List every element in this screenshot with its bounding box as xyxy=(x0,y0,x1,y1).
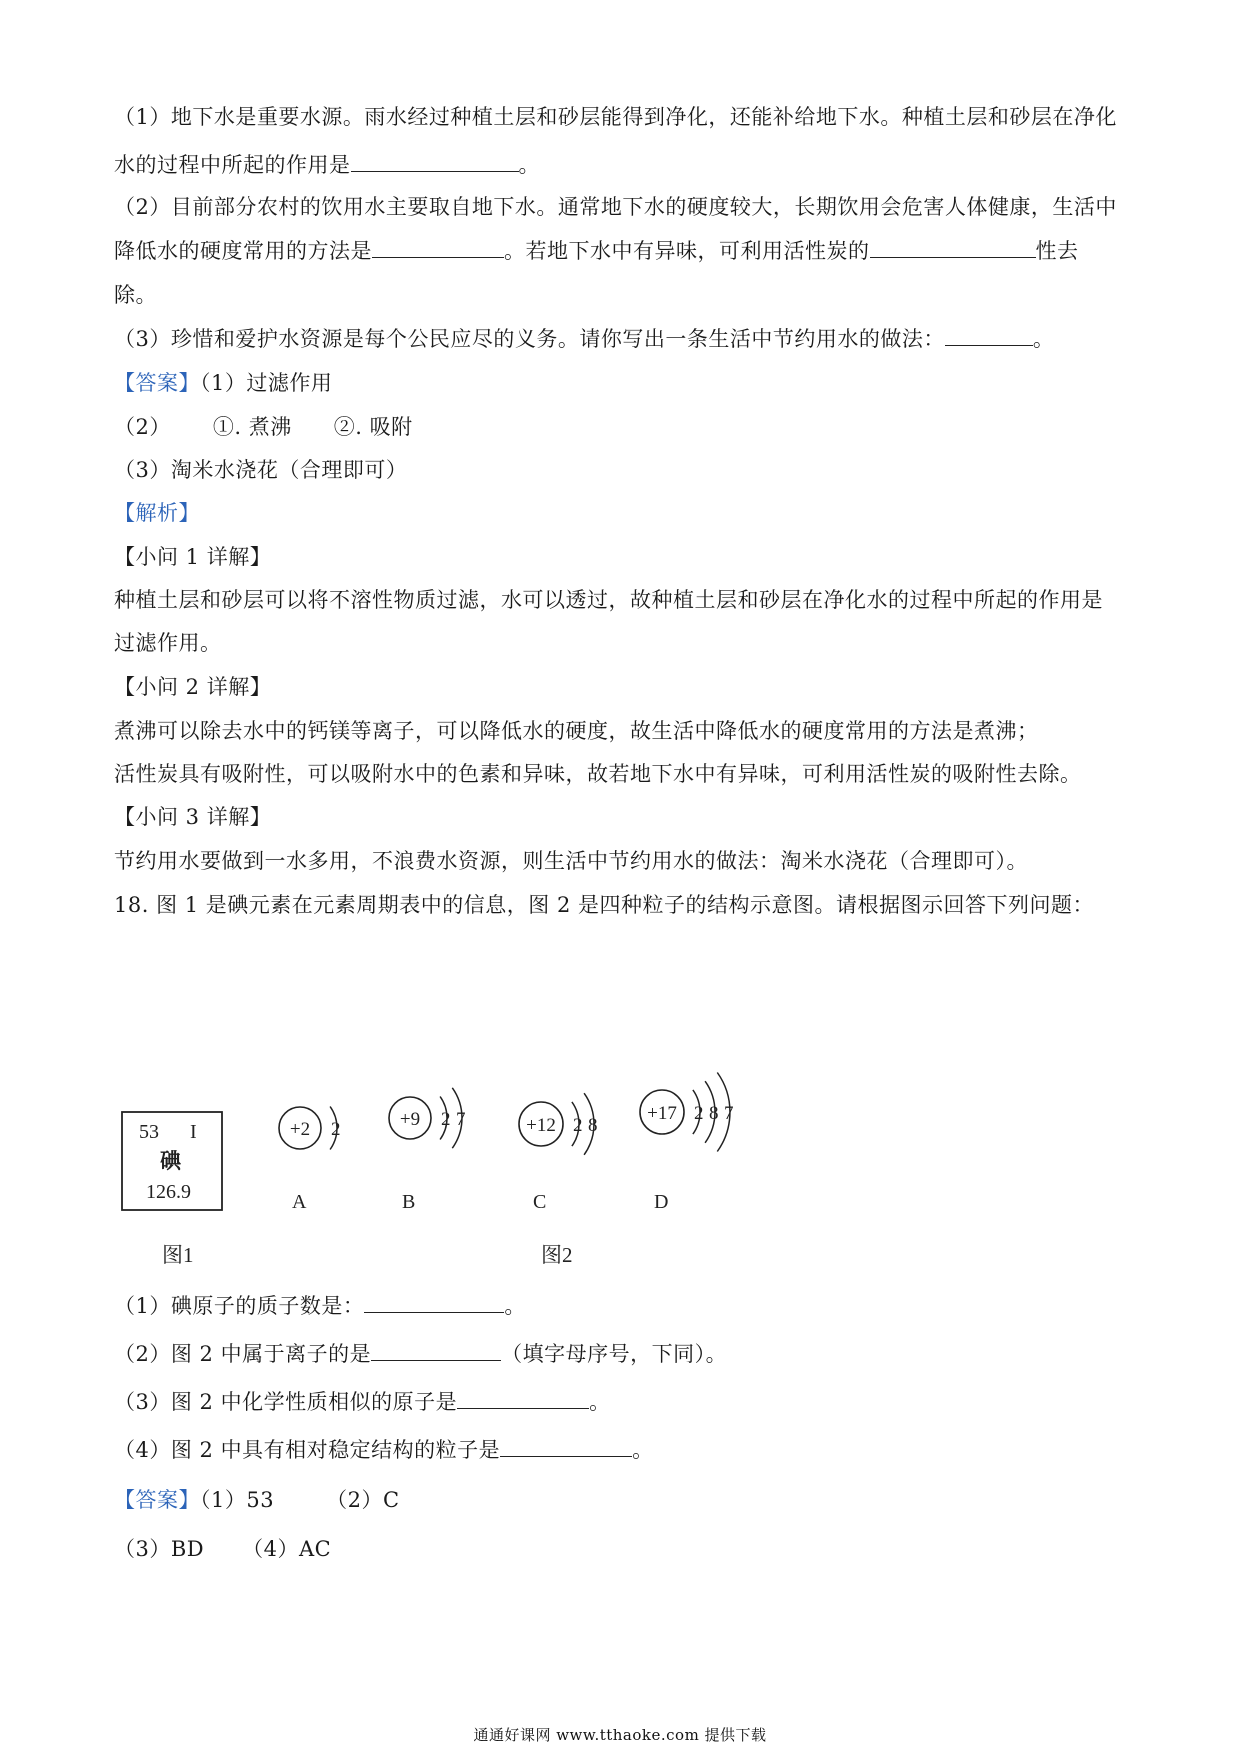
q18-answer-3: （3）BD xyxy=(114,1537,205,1561)
fig1-caption: 图1 xyxy=(162,1243,194,1267)
q18-q1-text: （1）碘原子的质子数是： xyxy=(114,1294,365,1318)
shell-electron-count: 8 xyxy=(709,1103,719,1124)
shell-electron-count: 2 xyxy=(331,1119,341,1140)
particle-b xyxy=(389,1088,466,1213)
answer-tag: 【答案】 xyxy=(114,1488,200,1512)
nucleus-charge: +9 xyxy=(399,1109,421,1130)
sub2-text-line1: 煮沸可以除去水中的钙镁等离子，可以降低水的硬度，故生活中降低水的硬度常用的方法是煮沸； xyxy=(114,719,1039,743)
answer-blank[interactable] xyxy=(371,1340,501,1361)
q18-q2 xyxy=(114,1339,727,1369)
sub3-title: 【小问 3 详解】 xyxy=(114,805,272,829)
sub1-text-line1: 种植土层和砂层可以将不溶性物质过滤，水可以透过，故种植土层和砂层在净化水的过程中所起的作用是 xyxy=(114,588,1103,612)
q18-q4-text: （4）图 2 中具有相对稳定结构的粒子是 xyxy=(114,1438,501,1462)
q17-answer-line3: （3）淘米水浇花（合理即可） xyxy=(114,458,408,482)
element-mass: 126.9 xyxy=(146,1181,191,1203)
answer-blank[interactable] xyxy=(500,1436,632,1457)
q17-answer-2-num: （2） xyxy=(114,415,171,439)
nucleus-charge: +12 xyxy=(526,1115,556,1136)
sub2-title: 【小问 2 详解】 xyxy=(114,675,272,699)
shell-electron-count: 2 xyxy=(441,1109,451,1130)
q17-answer-2b: ②. 吸附 xyxy=(333,415,413,439)
q18-stem: 18. 图 1 是碘元素在元素周期表中的信息，图 2 是四种粒子的结构示意图。请根据图示回答下列问题： xyxy=(114,893,1094,917)
particle-c xyxy=(519,1093,598,1213)
q17-part2-line3: 除。 xyxy=(114,283,157,307)
q18-q3 xyxy=(114,1387,611,1417)
period: 。 xyxy=(518,153,540,177)
answer-tag: 【答案】 xyxy=(114,371,200,395)
q17-answer-1: （1）过滤作用 xyxy=(200,371,333,395)
sub2-text-line2: 活性炭具有吸附性，可以吸附水中的色素和异味，故若地下水中有异味，可利用活性炭的吸附性去除。 xyxy=(114,762,1082,786)
shell-electron-count: 2 xyxy=(694,1103,704,1124)
sub1-text-line2: 过滤作用。 xyxy=(114,631,222,655)
particle-label: A xyxy=(292,1191,307,1213)
answer-blank[interactable] xyxy=(364,1292,504,1313)
particle-diagrams xyxy=(279,1073,734,1214)
page-footer: 通通好课网 www.tthaoke.com 提供下载 xyxy=(473,1726,767,1744)
q18-q3-text: （3）图 2 中化学性质相似的原子是 xyxy=(114,1390,458,1414)
q18-answer-2: （2）C xyxy=(326,1488,400,1512)
q17-part2-end: 性去 xyxy=(1035,239,1079,263)
q18-q2-end: （填字母序号，下同）。 xyxy=(501,1342,728,1366)
q17-part3-text: （3）珍惜和爱护水资源是每个公民应尽的义务。请你写出一条生活中节约用水的做法： xyxy=(114,327,945,351)
shell-electron-count: 7 xyxy=(456,1109,466,1130)
period: 。 xyxy=(1032,327,1055,351)
element-atomic-number: 53 xyxy=(139,1121,159,1143)
answer-blank[interactable] xyxy=(457,1388,589,1409)
nucleus-charge: +2 xyxy=(289,1119,311,1140)
shell-electron-count: 7 xyxy=(724,1103,734,1124)
period: 。 xyxy=(504,1294,526,1318)
q18-answer-line2 xyxy=(114,1534,331,1564)
sub3-text: 节约用水要做到一水多用，不浪费水资源，则生活中节约用水的做法：淘米水浇花（合理即可）。 xyxy=(114,849,1028,873)
particle-label: B xyxy=(402,1191,416,1213)
particle-label: C xyxy=(533,1191,547,1213)
q17-answer-2a: ①. 煮沸 xyxy=(212,415,292,439)
q18-q4 xyxy=(114,1435,654,1465)
sub1-title: 【小问 1 详解】 xyxy=(114,545,272,569)
nucleus-charge: +17 xyxy=(647,1103,677,1124)
period: 。 xyxy=(589,1390,611,1414)
fig2-caption: 图2 xyxy=(541,1243,573,1267)
element-symbol: I xyxy=(190,1121,197,1143)
q18-answer-line1 xyxy=(114,1485,400,1515)
q17-part1-line1: （1）地下水是重要水源。雨水经过种植土层和砂层能得到净化，还能补给地下水。种植土层和砂层在净化 xyxy=(114,105,1117,129)
q18-q1 xyxy=(114,1291,526,1321)
shell-electron-count: 8 xyxy=(588,1115,598,1136)
element-name: 碘 xyxy=(160,1149,181,1173)
period: 。 xyxy=(632,1438,654,1462)
q17-part2-line1: （2）目前部分农村的饮用水主要取自地下水。通常地下水的硬度较大，长期饮用会危害人体健康，生活中 xyxy=(114,195,1117,219)
particle-label: D xyxy=(654,1191,669,1213)
q18-answer-4: （4）AC xyxy=(242,1537,332,1561)
q17-part2-text: 降低水的硬度常用的方法是 xyxy=(114,239,372,263)
particle-d xyxy=(640,1073,734,1214)
q17-part1-text: 水的过程中所起的作用是 xyxy=(114,153,351,177)
q18-answer-1: （1）53 xyxy=(200,1488,275,1512)
shell-electron-count: 2 xyxy=(573,1115,583,1136)
q17-part2-mid: 。若地下水中有异味，可利用活性炭的 xyxy=(504,239,870,263)
analysis-tag: 【解析】 xyxy=(114,501,200,525)
q18-q2-text: （2）图 2 中属于离子的是 xyxy=(114,1342,372,1366)
particle-a xyxy=(279,1107,341,1214)
